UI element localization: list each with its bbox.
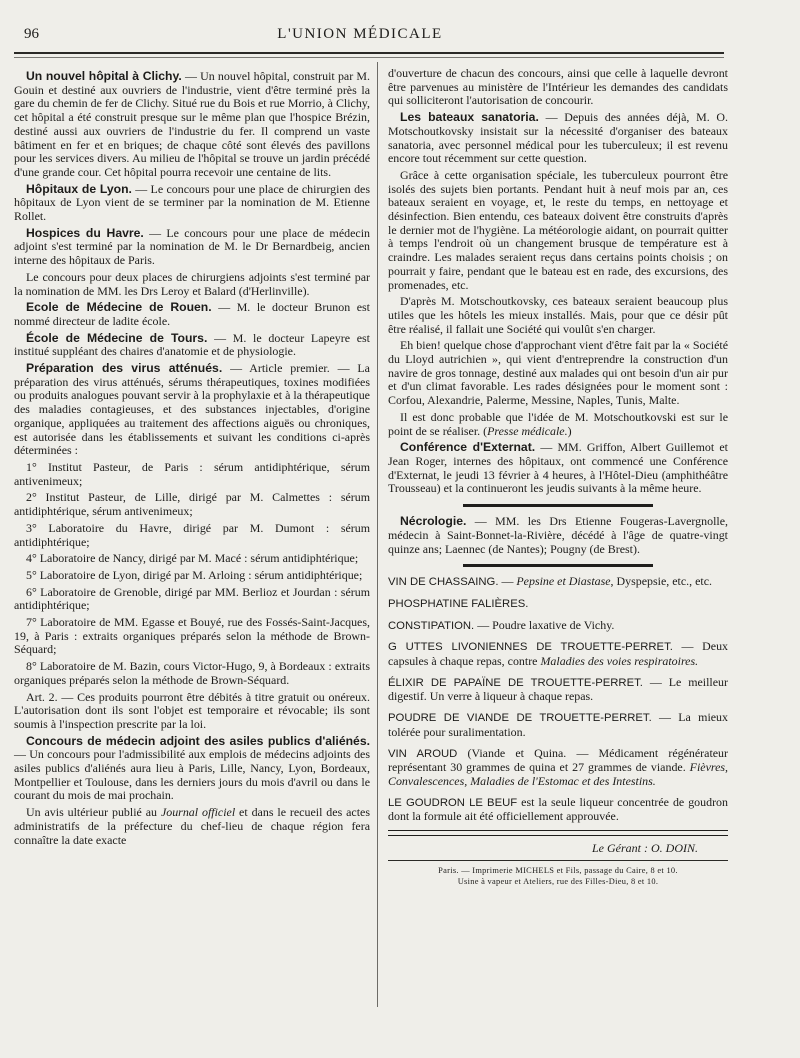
ad-text: est la seule liqueur concentrée de goudron dont la formule ait été officiellement approuvée.	[388, 794, 728, 824]
ad-text: — Deux capsules à chaque repas, contre	[388, 639, 729, 669]
ad-text-italic: Pepsine et Diastase	[516, 574, 611, 589]
text-clichy: — Un nouvel hôpital, construit par M. Gouin et destiné aux ouvriers de l'industrie, vient d'être terminé près la gare du chemin de fer de Clichy. Situé rue du Bois et rue Morrio, à Clichy, cet hôpital a été construit presque sur le même plan que l'hospice Brézin, destiné aussi aux ouvriers de l'industrie du fer. Il comprend un vaste bâtiment en fer et en briques; de chaque côté sont élevés des pavillons pour les services divers. Au milieu de l'hôpital se trouve un jardin précédé d'une grande cour. Cet hôpital pourra recevoir une centaine de lits.	[14, 69, 370, 179]
text-tours: — M. le docteur Lapeyre est institué suppléant des chaires d'anatomie et de physiologie.	[14, 330, 370, 359]
page-number: 96	[24, 26, 39, 42]
article-havre	[14, 227, 370, 268]
column-divider	[377, 62, 378, 1007]
ad-item	[388, 796, 728, 824]
heading-clichy: Un nouvel hôpital à Clichy.	[26, 69, 182, 83]
text-havre-2: Le concours pour deux places de chirurgiens adjoints s'est terminé par la nomination de MM. les Drs Leroy et Balard (d'Herlinville).	[14, 269, 370, 298]
text-concours-continued: d'ouverture de chacun des concours, ainsi que celle à laquelle devront être parvenues au ministère de l'Intérieur les demandes des candidats qui solliciteront l'autorisation de concourir.	[388, 66, 728, 108]
lab-item: 7° Laboratoire de MM. Egasse et Bouyé, rue des Fossés-Saint-Jacques, 19, à Paris : extraits organiques préparés selon la méthode de Brown-Séquard;	[14, 615, 370, 657]
article-externat	[388, 441, 728, 496]
text-externat: — MM. Griffon, Albert Guillemot et Jean Roger, internes des hôpitaux, ont commencé une Conférence d'Externat, le jeudi 13 février à 4 heures, à l'Hôtel-Dieu (amphithéâtre Trousseau) et la continueront les jeudis suivants à la même heure.	[388, 440, 728, 496]
ad-item	[388, 747, 728, 789]
ad-item	[388, 597, 728, 612]
header-rule	[14, 52, 724, 54]
heading-lyon: Hôpitaux de Lyon.	[26, 181, 132, 196]
text-bateaux-3: D'après M. Motschoutkovsky, ces bateaux seraient beaucoup plus utiles que les hôtels les mieux installés. Mais, pour que ce désir pût être réalisé, il fallait une Société qui voulût s'en charger.	[388, 294, 728, 336]
ad-text-italic: Fièvres, Convalescences, Maladies de l'Estomac et des Intestins.	[388, 760, 728, 788]
ad-text: — Poudre laxative de Vichy.	[474, 617, 615, 632]
article-concours	[14, 735, 370, 804]
text-virus: — Article premier. — La préparation des virus atténués, sérums thérapeutiques, toxines modifiées ou produits analogues pouvant servir à la prophylaxie et à la thérapeutique des maladies contagieuses, et des substances injectables, d'origine organique, appliquées au traitement des affections aiguës ou chroniques, est autorisée dans les établissements et suivant les conditions ci-après déterminées :	[14, 361, 370, 458]
lab-item: 8° Laboratoire de M. Bazin, cours Victor-Hugo, 9, à Bordeaux : extraits organiques préparés selon la méthode de Brown-Séquard.	[14, 659, 370, 687]
heading-externat: Conférence d'Externat.	[400, 440, 536, 455]
ad-text: — La mieux tolérée pour suralimentation.	[388, 710, 728, 739]
article-art2: Art. 2. — Ces produits pourront être débités à titre gratuit ou onéreux. L'autorisation dont ils sont l'objet est temporaire et révocable; ils sont soumis à l'inspection prescrite par la loi.	[14, 689, 370, 731]
lab-item: 3° Laboratoire du Havre, dirigé par M. Dumont : sérum antidiphtérique;	[14, 520, 370, 549]
article-clichy	[14, 70, 370, 180]
ad-name: ÉLIXIR DE PAPAÏNE DE TROUETTE-PERRET.	[388, 676, 643, 689]
ad-text: — Le meilleur digestif. Un verre à liqueur à chaque repas.	[388, 674, 728, 704]
lab-item: 5° Laboratoire de Lyon, dirigé par M. Arloing : sérum antidiphtérique;	[26, 567, 363, 582]
ad-name: PHOSPHATINE FALIÈRES.	[388, 597, 529, 610]
imprint-line-1: Paris. — Imprimerie MICHELS et Fils, passage du Caire, 8 et 10.	[438, 866, 678, 876]
text-necrologie: — MM. les Drs Etienne Fougeras-Lavergnolle, médecin à Saint-Bonnet-la-Rivière, décédé à l'âge de quatre-vingt quinze ans; Laennec (de Nantes); Pougny (de Brest).	[388, 514, 728, 556]
ad-item	[388, 640, 728, 668]
ad-name: CONSTIPATION.	[388, 619, 475, 632]
heading-virus: Préparation des virus atténués.	[26, 361, 223, 376]
heading-bateaux: Les bateaux sanatoria.	[400, 110, 539, 125]
footer-rule	[388, 830, 728, 836]
text-bateaux-5	[388, 411, 728, 438]
ad-text-italic: Maladies des voies respiratoires.	[540, 654, 699, 669]
imprint	[388, 865, 728, 887]
header-rule-thin	[14, 57, 724, 58]
ad-text: —	[498, 574, 517, 589]
gerant-signature: Le Gérant : O. DOIN.	[592, 841, 698, 856]
ad-item	[388, 619, 728, 634]
text-bateaux: — Depuis des années déjà, M. O. Motschoutkovsky insistait sur la nécessité d'organiser des bateaux sanatoria, avec personnel médical pour les tuberculeux; il est revenu encore tout récemment sur cette question.	[388, 110, 728, 166]
ad-name: VIN AROUD	[388, 747, 458, 760]
ad-text: , Dyspepsie, etc., etc.	[610, 574, 712, 589]
section-separator	[463, 504, 653, 507]
text-bateaux-2: Grâce à cette organisation spéciale, les tuberculeux pourront être isolés des sujets bien portants. Pendant huit à neuf mois par an, ces bateaux seraient en voyage, et, le reste du temps, en nettoyage et désinfection. Bien entendu, ces bateaux doivent être construits d'après le dernier mot de l'hygiène. La météorologie aidant, on pourrait quitter à temps l'endroit où un changement brusque de température est à craindre. Les malades seraient reçus dans certains points choisis ; on pourrait y faire, pendant que le bateau est en rade, des excursions, des promenades, etc.	[388, 167, 728, 292]
text-concours-2	[14, 806, 370, 847]
heading-rouen: Ecole de Médecine de Rouen.	[26, 300, 212, 315]
right-column	[388, 67, 728, 887]
text-lyon: — Le concours pour une place de chirurgien des hôpitaux de Lyon vient de se terminer par la nomination de M. Etienne Rollet.	[14, 181, 370, 224]
text-bateaux-4: Eh bien! quelque chose d'approchant vient d'être fait par la « Société du Lloyd autrichien », qui vient d'entreprendre la construction d'un navire de gros tonnage, destiné aux malades qui ont besoin d'un air pur et d'un climat favorable. Les rades désignées pour le moment sont : Corfou, Alexandrie, Palerme, Messine, Naples, Tunis, Malte.	[388, 338, 728, 408]
running-header	[0, 26, 800, 48]
section-separator	[463, 564, 653, 567]
ad-item	[388, 676, 728, 704]
text-concours-2b: et dans le recueil des actes administratifs de la préfecture du chef-lieu de chaque région fera connaître la date exacte	[14, 805, 370, 847]
ad-name: POUDRE DE VIANDE DE TROUETTE-PERRET.	[388, 712, 652, 725]
lab-item: 1° Institut Pasteur, de Paris : sérum antidiphtérique, sérum antivenimeux;	[14, 459, 370, 488]
lab-item: 6° Laboratoire de Grenoble, dirigé par MM. Berlioz et Jourdan : sérum antidiphtérique;	[14, 584, 370, 613]
presse-medicale: Presse médicale.	[487, 423, 568, 438]
ad-text: (Viande et Quina. — Médicament régénérateur représentant 30 grammes de quina et 27 grammes de viande.	[388, 745, 728, 775]
article-bateaux	[388, 111, 728, 166]
journal-officiel: Journal officiel	[160, 805, 236, 820]
text-concours: — Un concours pour l'admissibilité aux emplois de médecins adjoints des asiles publics d'aliénés aura lieu à Paris, Lille, Nancy, Lyon, Bordeaux, Montpellier et Toulouse, dans les derniers jours du mois d'avril ou dans le courant du mois de mai prochain.	[14, 747, 370, 803]
ad-item	[388, 575, 728, 590]
heading-concours: Concours de médecin adjoint des asiles publics d'aliénés.	[26, 733, 370, 748]
ad-name: LE GOUDRON LE BEUF	[388, 796, 518, 809]
ad-name: VIN DE CHASSAING.	[388, 576, 499, 589]
article-rouen	[14, 301, 370, 328]
text-havre: — Le concours pour une place de médecin adjoint s'est terminé par la nomination de M. le Dr Bernardbeig, ancien interne des hôpitaux de Paris.	[14, 225, 370, 268]
ad-item	[388, 711, 728, 739]
imprint-rule	[388, 860, 728, 861]
journal-title: L'UNION MÉDICALE	[277, 26, 443, 42]
lab-item: 2° Institut Pasteur, de Lille, dirigé par M. Calmettes : sérum antidiphtérique, sérum antivenimeux;	[14, 490, 370, 519]
imprint-line-2: Usine à vapeur et Ateliers, rue des Filles-Dieu, 8 et 10.	[457, 877, 659, 887]
article-necrologie	[388, 515, 728, 556]
advertisements	[388, 575, 728, 824]
text-rouen: — M. le docteur Brunon est nommé directeur de ladite école.	[14, 300, 370, 328]
article-virus	[14, 362, 370, 458]
text-bateaux-5b: )	[567, 423, 572, 438]
text-bateaux-5a: Il est donc probable que l'idée de M. Motschoutkovski est sur le point de se réaliser. (	[388, 409, 728, 438]
article-lyon	[14, 183, 370, 224]
lab-item: 4° Laboratoire de Nancy, dirigé par M. Macé : sérum antidiphtérique;	[26, 551, 359, 566]
left-column	[14, 70, 370, 847]
ad-name: G UTTES LIVONIENNES DE TROUETTE-PERRET.	[388, 641, 673, 654]
article-tours	[14, 332, 370, 359]
heading-necrologie: Nécrologie.	[400, 514, 467, 529]
heading-tours: École de Médecine de Tours.	[26, 330, 208, 345]
heading-havre: Hospices du Havre.	[26, 225, 144, 240]
text-concours-2a: Un avis ultérieur publié au	[26, 805, 161, 820]
